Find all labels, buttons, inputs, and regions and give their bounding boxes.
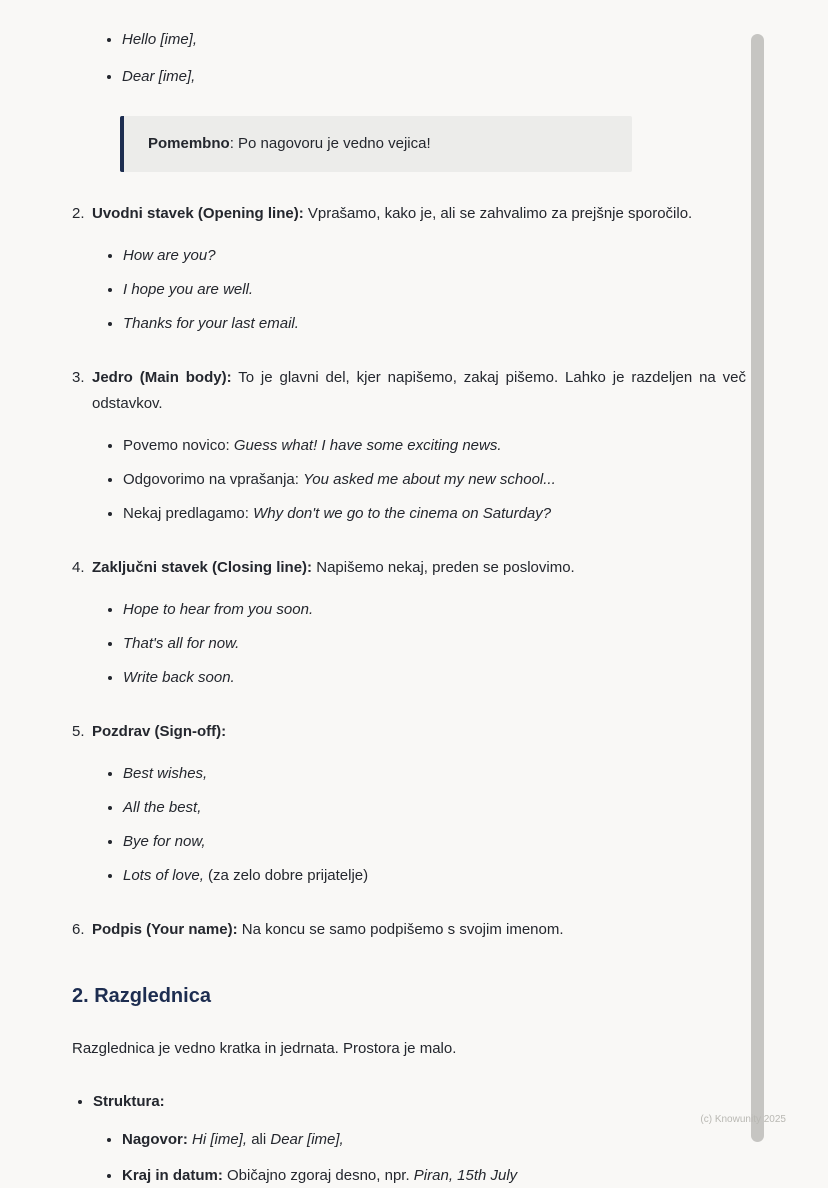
item-label: Podpis (Your name):	[92, 921, 238, 938]
example-text: Lots of love,	[123, 867, 204, 884]
struktura-label: Struktura:	[93, 1093, 165, 1110]
struktura-list	[72, 1089, 746, 1188]
example-text: Dear [ime],	[122, 68, 196, 85]
numbered-item-pozdrav	[72, 719, 746, 888]
example-prefix: Nekaj predlagamo:	[123, 505, 254, 522]
examples-list	[92, 762, 746, 888]
list-item	[123, 502, 746, 526]
scrollbar-track[interactable]	[751, 34, 764, 1142]
examples-list	[92, 244, 746, 336]
section-intro: Razglednica je vedno kratka in jedrnata. Prostora je malo.	[72, 1040, 457, 1057]
item-number: 4.	[72, 559, 85, 576]
item-description: Na koncu se samo podpišemo s svojim imenom.	[237, 921, 564, 938]
sub-item-text: ali	[247, 1131, 271, 1148]
item-number: 6.	[72, 921, 85, 938]
list-item	[123, 796, 746, 820]
list-item	[123, 864, 746, 888]
example-text: Why don't we go to the cinema on Saturday?	[253, 505, 552, 522]
numbered-item-jedro	[72, 365, 746, 526]
list-item	[93, 1089, 746, 1188]
item-body	[92, 201, 746, 336]
item-body	[92, 917, 746, 943]
item-text	[92, 917, 746, 943]
section-heading-razglednica: 2. Razglednica	[72, 985, 211, 1007]
example-text: Piran, 15th July	[413, 1167, 518, 1184]
item-description: To je glavni del, kjer napišemo, zakaj pišemo. Lahko je razdeljen na več odstavkov.	[92, 369, 746, 412]
example-text: Thanks for your last email.	[123, 315, 299, 332]
list-item	[122, 28, 746, 52]
struktura-sublist	[93, 1128, 746, 1188]
numbered-item-uvodni-stavek	[72, 201, 746, 336]
item-body	[92, 555, 746, 690]
sub-item-label: Kraj in datum:	[122, 1167, 223, 1184]
item-text	[92, 201, 746, 227]
item-number: 5.	[72, 723, 85, 740]
list-item	[123, 830, 746, 854]
example-suffix: (za zelo dobre prijatelje)	[203, 867, 369, 884]
item-text	[92, 555, 746, 581]
example-text: How are you?	[123, 247, 216, 264]
item-description: Napišemo nekaj, preden se poslovimo.	[312, 559, 575, 576]
list-item	[123, 666, 746, 690]
item-number: 3.	[72, 369, 85, 386]
example-text: That's all for now.	[123, 635, 240, 652]
list-item	[122, 65, 746, 89]
examples-list	[92, 434, 746, 526]
item-text	[92, 719, 746, 745]
item-label: Pozdrav (Sign-off):	[92, 723, 227, 740]
document-content	[72, 28, 746, 1188]
example-text: Bye for now,	[123, 833, 206, 850]
list-item	[123, 434, 746, 458]
item-text	[92, 365, 746, 417]
example-text: Hello [ime],	[122, 31, 198, 48]
watermark: (c) Knowunity 2025	[700, 1114, 786, 1125]
callout-label: Pomembno	[148, 135, 230, 152]
example-text: All the best,	[123, 799, 202, 816]
item-body	[92, 719, 746, 888]
example-text: Hi [ime],	[187, 1131, 248, 1148]
example-text: Dear [ime],	[270, 1131, 344, 1148]
example-text: Best wishes,	[123, 765, 208, 782]
example-text: Write back soon.	[123, 669, 235, 686]
list-item	[123, 278, 746, 302]
item-label: Uvodni stavek (Opening line):	[92, 205, 304, 222]
example-prefix: Odgovorimo na vprašanja:	[123, 471, 304, 488]
important-callout	[120, 116, 632, 172]
example-text: I hope you are well.	[123, 281, 254, 298]
examples-list	[92, 598, 746, 690]
example-text: You asked me about my new school...	[303, 471, 556, 488]
list-item	[123, 762, 746, 786]
example-text: Guess what! I have some exciting news.	[233, 437, 502, 454]
item-label: Jedro (Main body):	[92, 369, 232, 386]
item-number: 2.	[72, 205, 85, 222]
salutation-examples-list	[72, 28, 746, 89]
list-item	[123, 244, 746, 268]
item-body	[92, 365, 746, 526]
list-item	[122, 1128, 746, 1152]
example-prefix: Povemo novico:	[123, 437, 234, 454]
item-label: Zaključni stavek (Closing line):	[92, 559, 313, 576]
numbered-item-zakljucni-stavek	[72, 555, 746, 690]
callout-text	[148, 131, 608, 157]
list-item	[123, 632, 746, 656]
numbered-item-podpis	[72, 917, 746, 943]
sub-item-label: Nagovor:	[122, 1131, 188, 1148]
callout-rest: : Po nagovoru je vedno vejica!	[229, 135, 431, 152]
sub-item-text: Običajno zgoraj desno, npr.	[222, 1167, 414, 1184]
list-item	[123, 468, 746, 492]
list-item	[122, 1164, 746, 1188]
list-item	[123, 598, 746, 622]
list-item	[123, 312, 746, 336]
item-description: Vprašamo, kako je, ali se zahvalimo za prejšnje sporočilo.	[303, 205, 693, 222]
scrollbar-thumb[interactable]	[751, 34, 764, 1142]
example-text: Hope to hear from you soon.	[123, 601, 314, 618]
